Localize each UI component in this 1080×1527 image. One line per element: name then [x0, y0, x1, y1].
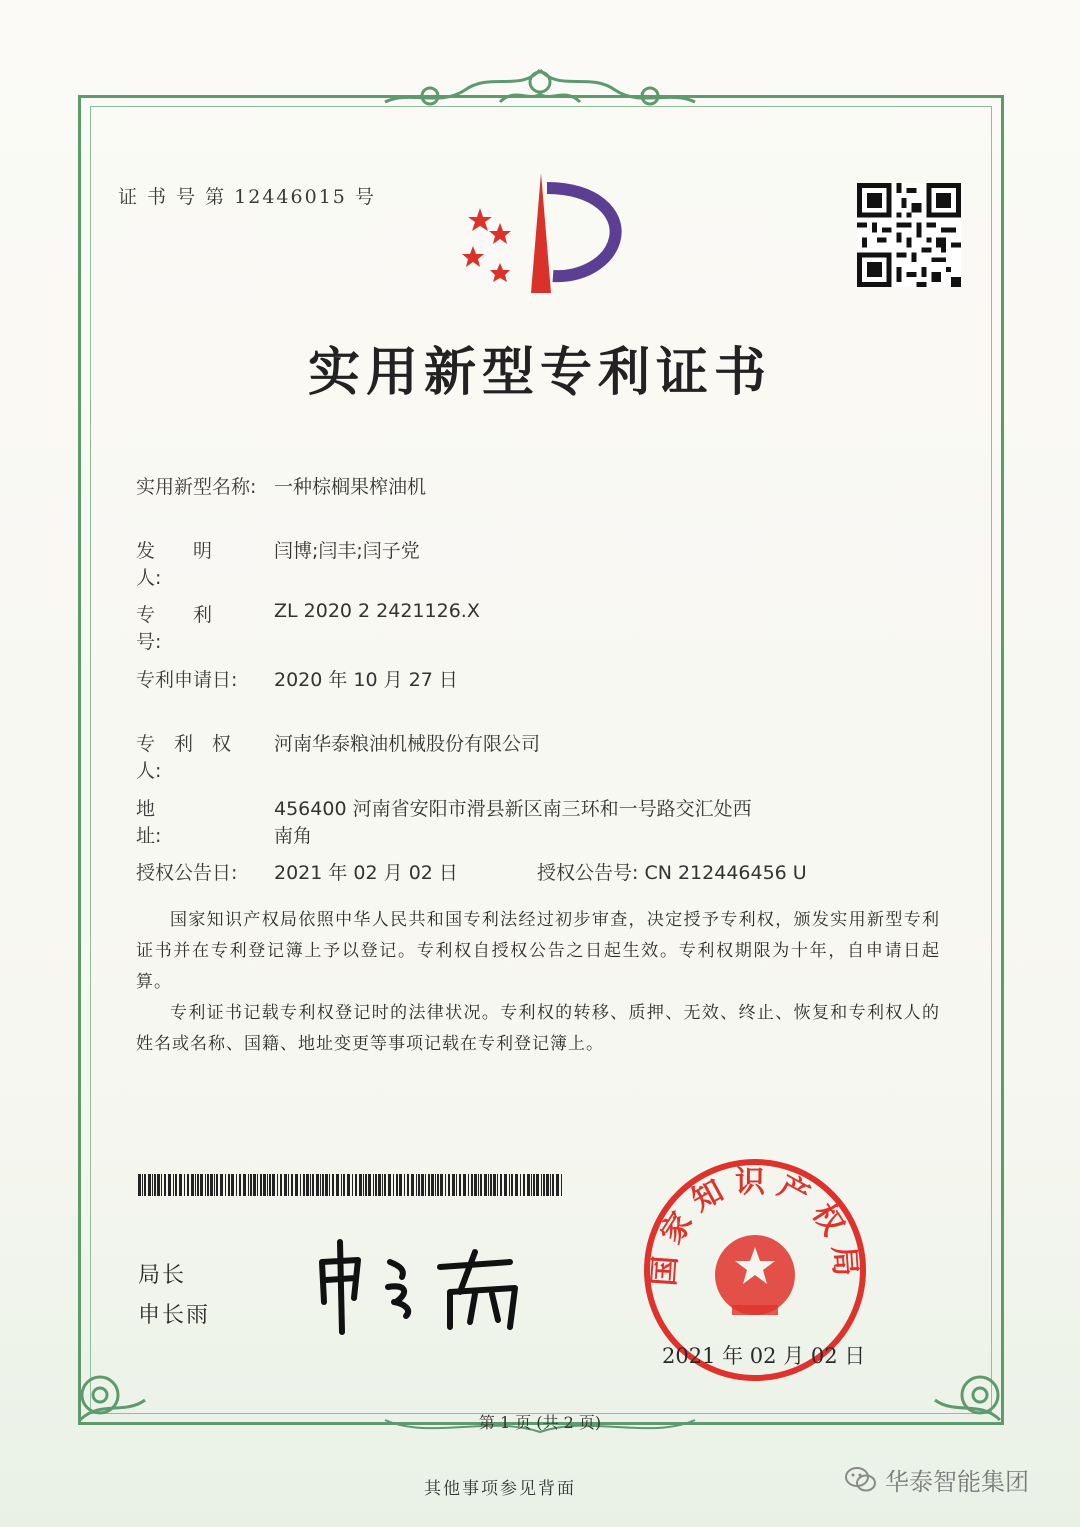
- qr-code-icon: [857, 183, 961, 287]
- barcode-icon: [138, 1174, 566, 1196]
- field-inventor: [136, 536, 420, 590]
- seal-date: 2021 年 02 月 02 日: [662, 1344, 866, 1368]
- field-label: 专 利 权 人:: [136, 733, 251, 782]
- field-utility-model-name: [136, 472, 426, 499]
- field-value: 河南华泰粮油机械股份有限公司: [274, 733, 541, 755]
- body-paragraph-2: 专利证书记载专利权登记时的法律状况。专利权的转移、质押、无效、终止、恢复和专利权人的姓名或名称、国籍、地址变更等事项记载在专利登记簿上。: [136, 1003, 940, 1054]
- director-title: 局长: [138, 1263, 187, 1288]
- page-number: 第 1 页 (共 2 页): [478, 1413, 602, 1432]
- handwritten-signature: [310, 1232, 540, 1342]
- field-value: 一种棕榈果榨油机: [274, 476, 427, 498]
- address-line-1: 456400 河南省安阳市滑县新区南三环和一号路交汇处西: [274, 798, 752, 820]
- field-value: 闫博;闫丰;闫子党: [274, 540, 420, 562]
- field-address: [136, 794, 752, 848]
- address-line-2: 南角: [274, 825, 313, 847]
- certificate-body-text: [136, 905, 940, 1060]
- patent-office-logo-icon: [455, 168, 625, 298]
- certificate-number: 证 书 号 第 12446015 号: [118, 186, 376, 208]
- field-label: 授权公告日:: [136, 862, 238, 884]
- field-patent-number: [136, 600, 480, 654]
- seal-text: 国家知识产权局: [646, 1165, 864, 1288]
- watermark: [845, 1462, 1029, 1497]
- field-grant-number: [537, 858, 807, 885]
- field-grant-date: [136, 858, 458, 885]
- wechat-icon: [845, 1466, 877, 1494]
- back-note: 其他事项参见背面: [424, 1479, 576, 1499]
- watermark-text: 华泰智能集团: [885, 1468, 1029, 1496]
- field-label: 专利申请日:: [136, 669, 238, 691]
- field-label: 地 址:: [136, 798, 251, 847]
- field-value: CN 212446456 U: [644, 862, 807, 884]
- field-label: 专 利 号:: [136, 604, 251, 653]
- director-name: 申长雨: [138, 1303, 211, 1328]
- body-paragraph-1: 国家知识产权局依照中华人民共和国专利法经过初步审查，决定授予专利权，颁发实用新型专利证书并在专利登记簿上予以登记。专利权自授权公告之日起生效。专利权期限为十年，自申请日起算。: [136, 910, 940, 992]
- field-label: 实用新型名称:: [136, 476, 257, 498]
- field-value: [274, 794, 752, 848]
- field-label: 发 明 人:: [136, 540, 251, 589]
- top-ornament: [370, 62, 710, 122]
- field-application-date: [136, 665, 458, 692]
- certificate-title: 实用新型专利证书: [307, 343, 772, 403]
- field-label: 授权公告号:: [537, 862, 639, 884]
- field-patentee: [136, 729, 540, 783]
- field-value: ZL 2020 2 2421126.X: [274, 600, 480, 622]
- field-value: 2020 年 10 月 27 日: [274, 669, 458, 691]
- field-value: 2021 年 02 月 02 日: [274, 862, 458, 884]
